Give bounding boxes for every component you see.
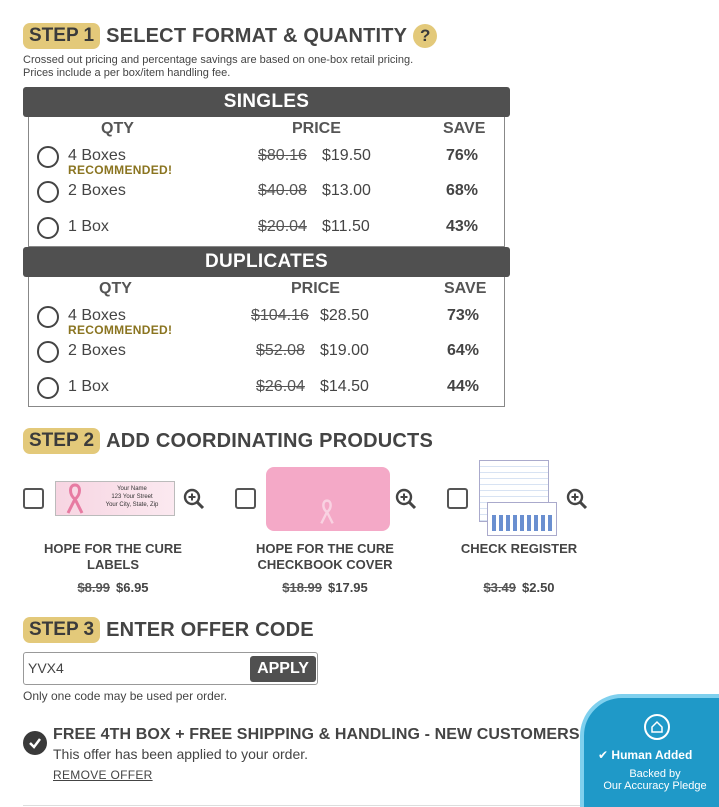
check-register-name <box>414 541 624 557</box>
badge-title-text: Human Added <box>611 748 693 762</box>
radio-button[interactable] <box>37 181 59 203</box>
step3-header <box>23 617 314 643</box>
sale-price: $14.50 <box>320 378 369 395</box>
col-qty: QTY <box>99 280 132 297</box>
option-qty: 2 Boxes <box>68 182 126 199</box>
zoom-icon[interactable] <box>183 488 205 510</box>
check-circle-icon: ✔ <box>598 748 609 762</box>
check-register-checkbox[interactable] <box>447 488 468 509</box>
col-price: PRICE <box>292 120 341 137</box>
labels-checkbox[interactable] <box>23 488 44 509</box>
offer-code-input[interactable]: YVX4 <box>28 660 64 676</box>
offer-subtitle: This offer has been applied to your order. <box>53 746 309 762</box>
badge-line: Our Accuracy Pledge <box>603 780 707 792</box>
step3-badge: STEP 3 <box>23 617 100 643</box>
labels-image <box>55 481 175 516</box>
labels-name <box>8 541 218 573</box>
option-qty: 4 Boxes <box>68 147 126 164</box>
label-line: 123 Your Street <box>111 494 153 500</box>
singles-header: SINGLES <box>23 87 510 117</box>
checkmark-icon <box>23 731 47 755</box>
save-percent: 68% <box>446 182 479 199</box>
retail-price: $40.08 <box>258 182 307 199</box>
pink-ribbon-icon <box>64 483 86 515</box>
product-name-line: CHECK REGISTER <box>460 541 578 556</box>
retail-price: $80.16 <box>258 147 307 164</box>
retail-price: $52.08 <box>256 342 305 359</box>
divider <box>23 805 583 806</box>
retail-price: $20.04 <box>258 218 307 235</box>
badge-title <box>598 748 692 762</box>
check-register-cover <box>487 502 557 536</box>
retail-price: $3.49 <box>483 580 516 595</box>
zoom-icon[interactable] <box>566 488 588 510</box>
label-line: Your City, State, Zip <box>105 502 159 508</box>
pricing-note <box>23 54 413 80</box>
option-duplicates-1[interactable] <box>29 376 504 410</box>
sale-price: $11.50 <box>322 218 370 235</box>
recommended-tag: RECOMMENDED! <box>68 163 173 177</box>
radio-button[interactable] <box>37 217 59 239</box>
step1-title: SELECT FORMAT & QUANTITY <box>106 24 408 47</box>
offer-code-field[interactable] <box>23 652 318 685</box>
col-save: SAVE <box>444 280 487 297</box>
radio-button[interactable] <box>37 306 59 328</box>
offer-title: FREE 4TH BOX + FREE SHIPPING & HANDLING - NEW CUSTOMERS <box>53 726 580 743</box>
check-register-price <box>414 580 624 595</box>
product-name-line: HOPE FOR THE CURE <box>44 541 182 556</box>
checkbook-cover-price <box>220 580 430 595</box>
sale-price: $2.50 <box>522 580 555 595</box>
option-singles-2[interactable] <box>29 180 504 214</box>
retail-price: $8.99 <box>77 580 110 595</box>
step2-title: ADD COORDINATING PRODUCTS <box>106 429 433 452</box>
sale-price: $6.95 <box>116 580 149 595</box>
step1-badge: STEP 1 <box>23 23 100 49</box>
duplicates-header: DUPLICATES <box>23 247 510 277</box>
product-name-line: LABELS <box>87 557 139 572</box>
labels-price <box>8 580 218 595</box>
pink-ribbon-icon <box>318 499 336 525</box>
retail-price: $18.99 <box>282 580 322 595</box>
code-note: Only one code may be used per order. <box>23 689 228 703</box>
save-percent: 76% <box>446 147 479 164</box>
pricing-note-line1: Crossed out pricing and percentage savings are based on one-box retail pricing. <box>23 54 414 66</box>
badge-line: Backed by <box>629 768 681 780</box>
step2-header <box>23 428 433 454</box>
option-qty: 4 Boxes <box>68 307 126 324</box>
option-duplicates-4[interactable] <box>29 305 504 339</box>
pricing-note-line2: Prices include a per box/item handling fee. <box>23 67 231 79</box>
checkbook-cover-image <box>266 467 390 531</box>
apply-button[interactable]: APPLY <box>250 656 316 682</box>
sale-price: $19.00 <box>320 342 369 359</box>
accuracy-pledge-badge[interactable] <box>580 694 719 807</box>
checkbook-cover-checkbox[interactable] <box>235 488 256 509</box>
label-line: Your Name <box>117 486 147 492</box>
col-qty: QTY <box>101 120 134 137</box>
retail-price: $104.16 <box>251 307 309 324</box>
singles-table <box>28 117 505 247</box>
retail-price: $26.04 <box>256 378 305 395</box>
sale-price: $19.50 <box>322 147 371 164</box>
duplicates-table <box>28 277 505 407</box>
option-duplicates-2[interactable] <box>29 340 504 374</box>
product-name-line: CHECKBOOK COVER <box>257 557 393 572</box>
col-save: SAVE <box>443 120 486 137</box>
sale-price: $28.50 <box>320 307 369 324</box>
house-icon <box>644 714 670 740</box>
sale-price: $13.00 <box>322 182 371 199</box>
sale-price: $17.95 <box>328 580 368 595</box>
radio-button[interactable] <box>37 146 59 168</box>
recommended-tag: RECOMMENDED! <box>68 323 173 337</box>
option-qty: 1 Box <box>68 378 109 395</box>
zoom-icon[interactable] <box>395 488 417 510</box>
remove-offer-link[interactable]: REMOVE OFFER <box>53 768 153 782</box>
option-singles-4[interactable] <box>29 145 504 179</box>
radio-button[interactable] <box>37 377 59 399</box>
help-icon[interactable]: ? <box>413 24 437 48</box>
step2-badge: STEP 2 <box>23 428 100 454</box>
product-name-line: HOPE FOR THE CURE <box>256 541 394 556</box>
step3-title: ENTER OFFER CODE <box>106 618 314 641</box>
radio-button[interactable] <box>37 341 59 363</box>
checkbook-cover-name <box>220 541 430 573</box>
save-percent: 64% <box>447 342 480 359</box>
save-percent: 44% <box>447 378 480 395</box>
option-singles-1[interactable] <box>29 216 504 250</box>
col-price: PRICE <box>291 280 340 297</box>
badge-subtitle <box>584 768 719 792</box>
option-qty: 1 Box <box>68 218 109 235</box>
option-qty: 2 Boxes <box>68 342 126 359</box>
save-percent: 73% <box>447 307 480 324</box>
save-percent: 43% <box>446 218 479 235</box>
step1-header <box>23 23 437 49</box>
